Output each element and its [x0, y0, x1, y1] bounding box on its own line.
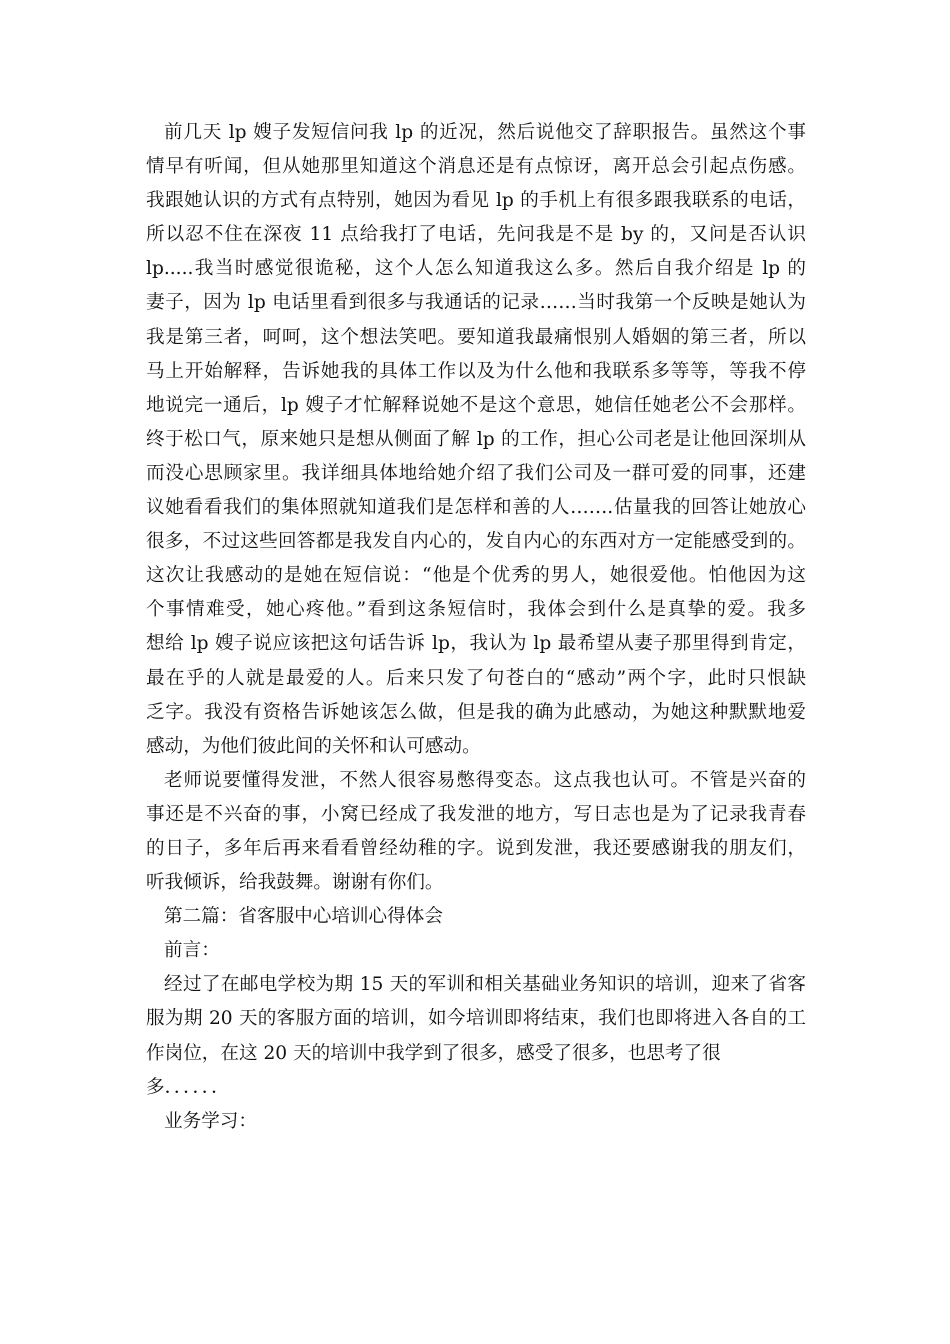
paragraph-1-line-13: 很多，不过这些回答都是我发自内心的，发自内心的东西对方一定能感受到的。: [146, 531, 806, 553]
paragraph-1-line-12: 议她看看我们的集体照就知道我们是怎样和善的人…….估量我的回答让她放心: [146, 497, 806, 519]
section-heading: 第二篇：省客服中心培训心得体会: [164, 906, 443, 928]
paragraph-1-line-17: 最在乎的人就是最爱的人。后来只发了句苍白的“感动”两个字，此时只恨缺: [146, 667, 806, 689]
paragraph-1-line-3: 我跟她认识的方式有点特别，她因为看见 lp 的手机上有很多跟我联系的电话，: [146, 190, 806, 212]
document-body: [146, 116, 806, 1139]
paragraph-1-line-5: lp.....我当时感觉很诡秘，这个人怎么知道我这么多。然后自我介绍是 lp 的: [146, 258, 806, 280]
paragraph-1-line-11: 而没心思顾家里。我详细具体地给她介绍了我们公司及一群可爱的同事，还建: [146, 462, 806, 484]
paragraph-1-line-2: 情早有听闻，但从她那里知道这个消息还是有点惊讶，离开总会引起点伤感。: [146, 156, 806, 178]
paragraph-1-line-15: 个事情难受，她心疼他。”看到这条短信时，我体会到什么是真挚的爱。我多: [146, 599, 806, 621]
paragraph-1-line-8: 马上开始解释，告诉她我的具体工作以及为什么他和我联系多等等，等我不停: [146, 360, 806, 382]
paragraph-1-line-18: 乏字。我没有资格告诉她该怎么做，但是我的确为此感动，为她这种默默地爱: [146, 701, 806, 723]
paragraph-1-line-19: 感动，为他们彼此间的关怀和认可感动。: [146, 735, 481, 757]
paragraph-2-line-4: 听我倾诉，给我鼓舞。谢谢有你们。: [146, 872, 444, 894]
paragraph-2-line-1: 老师说要懂得发泄，不然人很容易憋得变态。这点我也认可。不管是兴奋的: [164, 769, 806, 791]
paragraph-1-line-7: 我是第三者，呵呵，这个想法笑吧。要知道我最痛恨别人婚姻的第三者，所以: [146, 326, 806, 348]
business-study-label: 业务学习：: [164, 1110, 257, 1132]
paragraph-2-line-3: 的日子，多年后再来看看曾经幼稚的字。说到发泄，我还要感谢我的朋友们，: [146, 837, 806, 859]
paragraph-1-line-10: 终于松口气，原来她只是想从侧面了解 lp 的工作，担心公司老是让他回深圳从: [146, 428, 806, 450]
paragraph-1-line-9: 地说完一通后，lp 嫂子才忙解释说她不是这个意思，她信任她老公不会那样。: [146, 394, 806, 416]
paragraph-3-line-2: 服为期 20 天的客服方面的培训，如今培训即将结束，我们也即将进入各自的工: [146, 1008, 806, 1030]
paragraph-1-line-14: 这次让我感动的是她在短信说：“他是个优秀的男人，她很爱他。怕他因为这: [146, 565, 806, 587]
paragraph-3-line-4: 多．．．．．．: [146, 1076, 230, 1098]
paragraph-1-line-6: 妻子，因为 lp 电话里看到很多与我通话的记录……当时我第一个反映是她认为: [146, 292, 806, 314]
paragraph-3-line-3: 作岗位，在这 20 天的培训中我学到了很多，感受了很多，也思考了很: [146, 1042, 721, 1064]
paragraph-1-line-16: 想给 lp 嫂子说应该把这句话告诉 lp，我认为 lp 最希望从妻子那里得到肯定，: [146, 633, 806, 655]
preface-label: 前言：: [164, 940, 220, 962]
paragraph-1-line-1: 前几天 lp 嫂子发短信问我 lp 的近况，然后说他交了辞职报告。虽然这个事: [164, 122, 806, 143]
paragraph-1-line-4: 所以忍不住在深夜 11 点给我打了电话，先问我是不是 by 的，又问是否认识: [146, 224, 806, 246]
paragraph-3-line-1: 经过了在邮电学校为期 15 天的军训和相关基础业务知识的培训，迎来了省客: [164, 974, 806, 996]
paragraph-2-line-2: 事还是不兴奋的事，小窝已经成了我发泄的地方，写日志也是为了记录我青春: [146, 803, 806, 825]
